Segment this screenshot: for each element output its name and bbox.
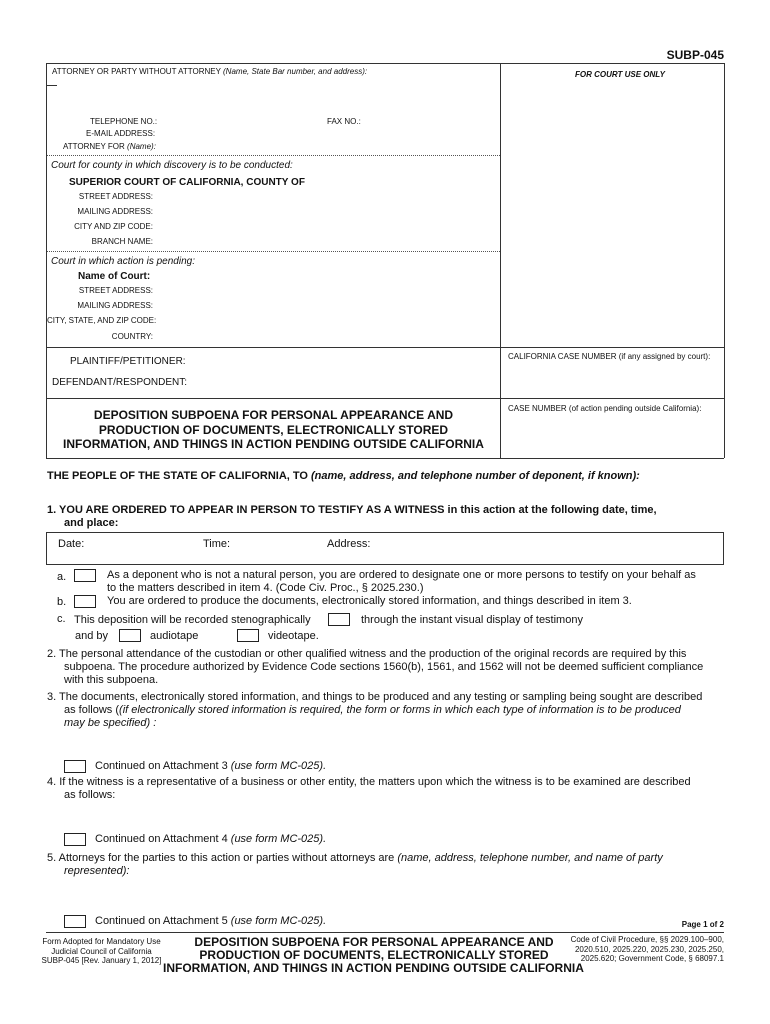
appearance-box: [46, 532, 724, 565]
defendant-label: DEFENDANT/RESPONDENT:: [52, 377, 188, 388]
pending-court-heading: Court in which action is pending:: [51, 256, 195, 267]
item2-line2: subpoena. The procedure authorized by Evidence Code sections 1560(b), 1561, and 1562 will not be deemed sufficient compliance: [64, 661, 704, 673]
page-number: Page 1 of 2: [681, 920, 724, 929]
audiotape-label: audiotape: [150, 630, 199, 642]
and-by-label: and by: [75, 630, 109, 642]
telephone-label: TELEPHONE NO.:: [90, 117, 158, 126]
item1-line1: 1. YOU ARE ORDERED TO APPEAR IN PERSON TO TESTIFY AS A WITNESS in this action at the following date, time,: [47, 504, 657, 516]
code-citations: Code of Civil Procedure, §§ 2029.100–900, 2020.510, 2025.220, 2025.230, 2025.250, 2025.620; Government Code, § 68097.1: [570, 935, 724, 963]
discovery-city-zip-label: CITY AND ZIP CODE:: [74, 222, 153, 231]
case-number-outside-label: CASE NUMBER (of action pending outside California):: [508, 404, 702, 413]
item4-line1: 4. If the witness is a representative of a business or other entity, the matters upon which the witness is to be examined are described: [47, 776, 691, 788]
bottom-border: [46, 458, 724, 459]
item3-line2: as follows ((if electronically stored information is required, the form or forms in which each type of information is to be produced: [64, 704, 681, 716]
pending-country-label: COUNTRY:: [111, 332, 153, 341]
item1a-text1: As a deponent who is not a natural person, you are ordered to designate one or more persons to testify on your behalf as: [107, 569, 696, 581]
divider-4: [46, 398, 724, 399]
instant-display-checkbox[interactable]: [328, 613, 350, 626]
item1a-text2: to the matters described in item 4. (Code Civ. Proc., § 2025.230.): [107, 582, 424, 594]
court-use-label: FOR COURT USE ONLY: [575, 70, 665, 79]
item1a-label: a.: [57, 571, 67, 583]
pending-mailing-label: MAILING ADDRESS:: [77, 301, 153, 310]
item1-line2: and place:: [64, 517, 119, 529]
audiotape-checkbox[interactable]: [119, 629, 141, 642]
item2-line3: with this subpoena.: [64, 674, 159, 686]
item1b-label: b.: [57, 596, 67, 608]
fax-label: FAX NO.:: [327, 117, 361, 126]
footer-title-line3: INFORMATION, AND THINGS IN ACTION PENDING OUTSIDE CALIFORNIA: [163, 961, 584, 975]
attachment4-checkbox[interactable]: [64, 833, 86, 846]
email-label: E-MAIL ADDRESS:: [86, 129, 156, 138]
adopted-block: Form Adopted for Mandatory Use Judicial Council of California SUBP-045 [Rev. January 1, 2012]: [41, 937, 162, 965]
instant-display-label: through the instant visual display of testimony: [361, 614, 583, 626]
discovery-mailing-label: MAILING ADDRESS:: [77, 207, 153, 216]
item1c-label: c.: [57, 613, 66, 625]
item3-line1: 3. The documents, electronically stored information, and things to be produced and any testing or sampling being sought are described: [47, 691, 703, 703]
address-label: Address:: [327, 538, 371, 550]
item2-line1: 2. The personal attendance of the custodian or other qualified witness and the production of the original records are required by this: [47, 648, 687, 660]
attachment3-checkbox[interactable]: [64, 760, 86, 773]
item1b-text: You are ordered to produce the documents, electronically stored information, and things described in item 3.: [107, 595, 632, 607]
people-line: THE PEOPLE OF THE STATE OF CALIFORNIA, TO (name, address, and telephone number of deponent, if known):: [47, 470, 640, 482]
item3-line3: may be specified) :: [64, 717, 157, 729]
ca-case-number-label: CALIFORNIA CASE NUMBER (if any assigned by court):: [508, 352, 711, 361]
item1a-checkbox[interactable]: [74, 569, 96, 582]
date-label: Date:: [58, 538, 85, 550]
item1c-text: This deposition will be recorded stenographically: [74, 614, 311, 626]
discovery-court-name: SUPERIOR COURT OF CALIFORNIA, COUNTY OF: [69, 177, 305, 188]
attachment5-label: Continued on Attachment 5 (use form MC-025).: [95, 915, 327, 927]
attorney-mark: [47, 85, 57, 86]
time-label: Time:: [203, 538, 231, 550]
divider-3: [46, 347, 724, 348]
item5-line1: 5. Attorneys for the parties to this action or parties without attorneys are (name, address, telephone number, and name of party: [47, 852, 663, 864]
divider-2: [47, 251, 500, 252]
top-border: [46, 63, 724, 64]
attorney-label: ATTORNEY OR PARTY WITHOUT ATTORNEY (Name, State Bar number, and address):: [52, 67, 368, 76]
discovery-branch-label: BRANCH NAME:: [91, 237, 153, 246]
pending-street-label: STREET ADDRESS:: [78, 286, 153, 295]
attorney-for-label: ATTORNEY FOR (Name):: [63, 142, 156, 151]
attachment4-label: Continued on Attachment 4 (use form MC-025).: [95, 833, 327, 845]
item5-line2: represented):: [64, 865, 130, 877]
videotape-label: videotape.: [268, 630, 319, 642]
item4-line2: as follows:: [64, 789, 116, 801]
videotape-checkbox[interactable]: [237, 629, 259, 642]
form-id: SUBP-045: [666, 48, 724, 62]
pending-city-label: CITY, STATE, AND ZIP CODE:: [47, 316, 157, 325]
attachment5-checkbox[interactable]: [64, 915, 86, 928]
item1b-checkbox[interactable]: [74, 595, 96, 608]
attachment3-label: Continued on Attachment 3 (use form MC-025).: [95, 760, 327, 772]
footer-rule: [46, 932, 724, 933]
plaintiff-label: PLAINTIFF/PETITIONER:: [70, 356, 186, 367]
form-title: DEPOSITION SUBPOENA FOR PERSONAL APPEARANCE AND PRODUCTION OF DOCUMENTS, ELECTRONICALLY STORED INFORMATION, AND THINGS IN ACTION PENDING OUTSIDE CALIFORNIA: [63, 408, 484, 451]
divider-1: [47, 155, 500, 156]
footer-title: DEPOSITION SUBPOENA FOR PERSONAL APPEARANCE AND PRODUCTION OF DOCUMENTS, ELECTRONICALLY STORED: [194, 935, 554, 962]
right-border: [724, 63, 725, 458]
pending-court-name-label: Name of Court:: [78, 271, 151, 282]
discovery-street-label: STREET ADDRESS:: [78, 192, 153, 201]
discovery-court-heading: Court for county in which discovery is to be conducted:: [51, 160, 293, 171]
